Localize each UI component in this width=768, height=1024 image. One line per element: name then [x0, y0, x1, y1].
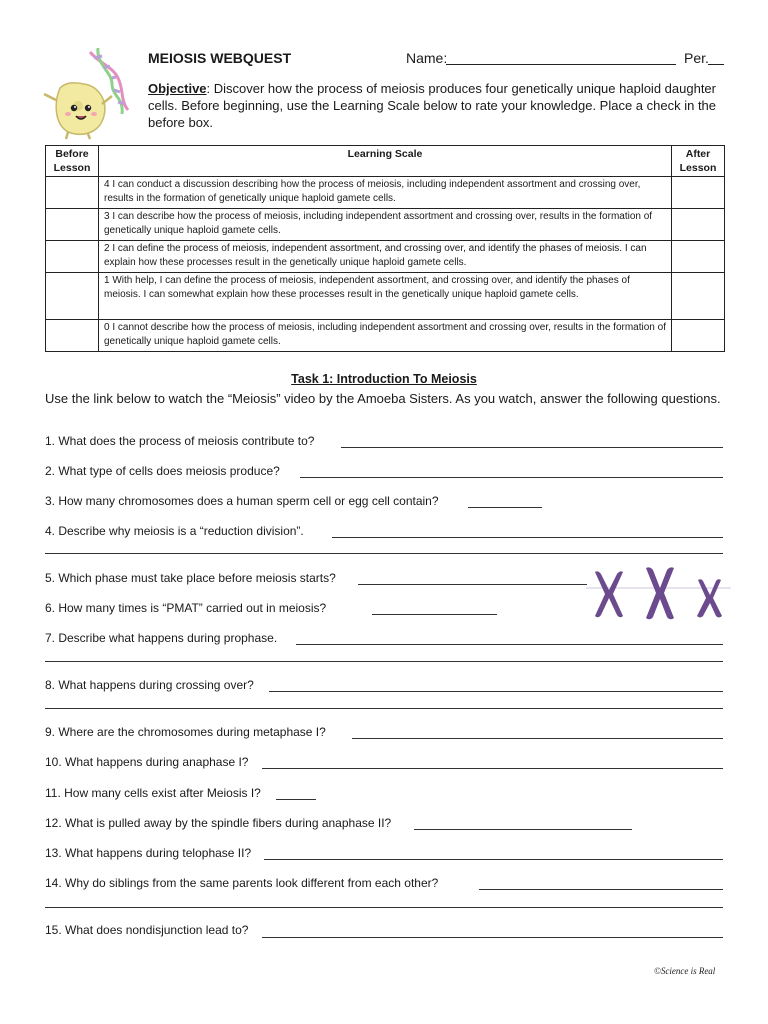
after-checkbox-cell[interactable] [672, 177, 725, 209]
question-5: 5. Which phase must take place before meiosis starts? [45, 571, 336, 585]
answer-line-14b[interactable] [45, 907, 723, 908]
answer-line-12[interactable] [414, 829, 632, 830]
table-row [46, 320, 725, 352]
objective-paragraph [148, 80, 728, 131]
worksheet-header [148, 48, 728, 70]
task-instructions: Use the link below to watch the “Meiosis” video by the Amoeba Sisters. As you watch, answer the following questions. [45, 391, 721, 406]
copyright-credit: ©Science is Real [654, 966, 716, 976]
task-title: Task 1: Introduction To Meiosis [291, 372, 477, 386]
before-checkbox-cell[interactable] [46, 177, 99, 209]
scale-level-text: 2 I can define the process of meiosis, independent assortment, and crossing over, and identify the phases of meiosis. I can explain how these processes result in the genetically unique haploid gamete cells. [99, 241, 672, 273]
name-field[interactable] [446, 64, 676, 65]
answer-line-15[interactable] [262, 937, 723, 938]
answer-line-10[interactable] [262, 768, 723, 769]
question-11: 11. How many cells exist after Meiosis I? [45, 786, 261, 800]
objective-text: : Discover how the process of meiosis produces four genetically unique haploid daughter cells. Before beginning, use the Learning Scale below to rate your knowledge. Place a check in the before box. [148, 81, 717, 130]
before-checkbox-cell[interactable] [46, 241, 99, 273]
answer-line-3[interactable] [468, 507, 542, 508]
before-checkbox-cell[interactable] [46, 320, 99, 352]
name-label: Name: [406, 50, 448, 66]
question-4: 4. Describe why meiosis is a “reduction division”. [45, 524, 304, 538]
after-lesson-header: After Lesson [672, 146, 725, 177]
question-6: 6. How many times is “PMAT” carried out in meiosis? [45, 601, 327, 615]
question-8: 8. What happens during crossing over? [45, 678, 254, 692]
question-2: 2. What type of cells does meiosis produce? [45, 464, 280, 478]
question-9: 9. Where are the chromosomes during metaphase I? [45, 725, 326, 739]
answer-line-6[interactable] [372, 614, 497, 615]
after-checkbox-cell[interactable] [672, 320, 725, 352]
chromosome-x-icon [586, 566, 731, 622]
question-15: 15. What does nondisjunction lead to? [45, 923, 249, 937]
after-checkbox-cell[interactable] [672, 241, 725, 273]
objective-label: Objective [148, 81, 207, 96]
before-checkbox-cell[interactable] [46, 273, 99, 320]
after-checkbox-cell[interactable] [672, 273, 725, 320]
question-14: 14. Why do siblings from the same parents look different from each other? [45, 876, 439, 890]
answer-line-4b[interactable] [45, 553, 723, 554]
worksheet-title: MEIOSIS WEBQUEST [148, 50, 292, 66]
table-row [46, 177, 725, 209]
table-row [46, 273, 725, 320]
question-3: 3. How many chromosomes does a human sperm cell or egg cell contain? [45, 494, 439, 508]
scale-level-text: 1 With help, I can define the process of meiosis, independent assortment, and crossing over, and identify the phases of meiosis. I can somewhat explain how these processes result in the genetically unique haploid gamete cells. [99, 273, 672, 320]
question-12: 12. What is pulled away by the spindle fibers during anaphase II? [45, 816, 392, 830]
answer-line-7[interactable] [296, 644, 723, 645]
answer-line-11[interactable] [276, 799, 316, 800]
cartoon-cell-with-dna-icon [38, 44, 134, 140]
learning-scale-header: Learning Scale [99, 146, 672, 177]
period-label: Per. [684, 50, 709, 66]
answer-line-13[interactable] [264, 859, 723, 860]
table-row [46, 209, 725, 241]
answer-line-8[interactable] [269, 691, 723, 692]
question-7: 7. Describe what happens during prophase. [45, 631, 278, 645]
question-10: 10. What happens during anaphase I? [45, 755, 249, 769]
before-lesson-header: Before Lesson [46, 146, 99, 177]
learning-scale-table [45, 145, 725, 352]
table-row [46, 241, 725, 273]
answer-line-14[interactable] [479, 889, 723, 890]
scale-level-text: 3 I can describe how the process of meiosis, including independent assortment and crossing over, results in the formation of genetically unique haploid gamete cells. [99, 209, 672, 241]
scale-level-text: 0 I cannot describe how the process of meiosis, including independent assortment and crossing over, results in the formation of genetically unique haploid gamete cells. [99, 320, 672, 352]
question-13: 13. What happens during telophase II? [45, 846, 252, 860]
scale-level-text: 4 I can conduct a discussion describing how the process of meiosis, including independent assortment and crossing over, results in the formation of genetically unique haploid gamete cells. [99, 177, 672, 209]
answer-line-2[interactable] [300, 477, 723, 478]
answer-line-9[interactable] [352, 738, 723, 739]
period-field[interactable] [708, 64, 724, 65]
after-checkbox-cell[interactable] [672, 209, 725, 241]
answer-line-1[interactable] [341, 447, 723, 448]
answer-line-4[interactable] [332, 537, 723, 538]
table-header-row [46, 146, 725, 177]
before-checkbox-cell[interactable] [46, 209, 99, 241]
question-1: 1. What does the process of meiosis contribute to? [45, 434, 315, 448]
answer-line-8b[interactable] [45, 708, 723, 709]
answer-line-5[interactable] [358, 584, 587, 585]
answer-line-7b[interactable] [45, 661, 723, 662]
